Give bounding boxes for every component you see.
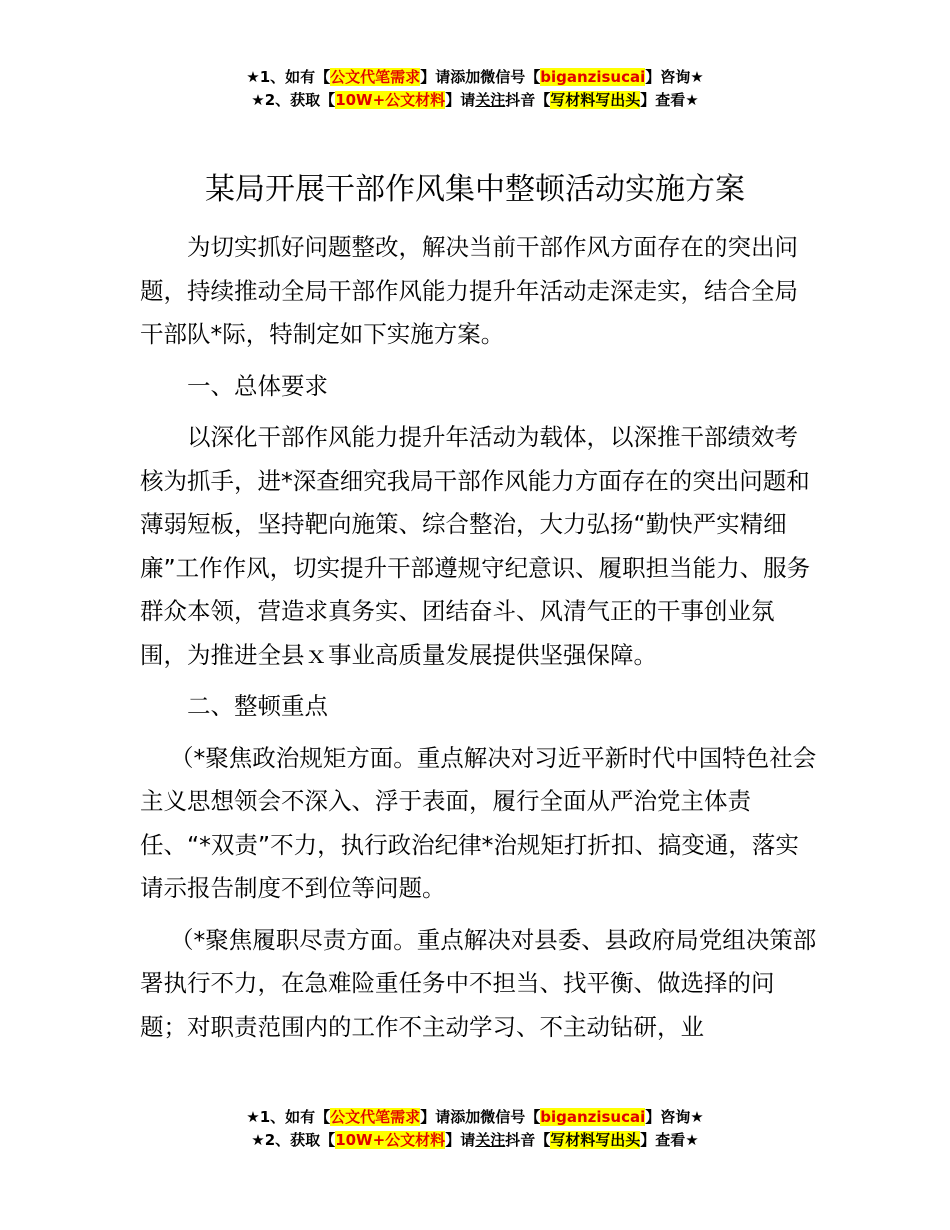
highlight-materials: 10W+公文材料 xyxy=(335,1131,446,1149)
banner-text: ★2、获取【 xyxy=(251,1131,336,1149)
banner-text: 】请 xyxy=(445,1131,476,1149)
footer-banner xyxy=(0,1106,950,1152)
banner-text: 】请添加微信号【 xyxy=(420,68,541,86)
banner-text: 抖音【 xyxy=(505,1131,551,1149)
banner-line-1 xyxy=(0,66,950,89)
highlight-service: 公文代笔需求 xyxy=(330,68,421,86)
banner-line-2 xyxy=(0,1129,950,1152)
banner-text: 】请 xyxy=(445,91,476,109)
banner-text: 】查看★ xyxy=(640,91,699,109)
highlight-wechat-id: biganzisucai xyxy=(540,68,646,86)
header-banner xyxy=(0,66,950,112)
banner-text: ★1、如有【 xyxy=(246,1108,331,1126)
document-body xyxy=(140,226,820,1057)
point-2-paragraph: （*聚焦履职尽责方面。重点解决对县委、县政府局党组决策部署执行不力，在急难险重任务中不担当、找平衡、做选择的问题；对职责范围内的工作不主动学习、不主动钻研，业 xyxy=(140,925,817,1041)
banner-line-2 xyxy=(0,89,950,112)
banner-text: ★1、如有【 xyxy=(246,68,331,86)
highlight-materials: 10W+公文材料 xyxy=(335,91,446,109)
banner-text: 】咨询★ xyxy=(645,68,704,86)
highlight-service: 公文代笔需求 xyxy=(330,1108,421,1126)
point-1-paragraph: （*聚焦政治规矩方面。重点解决对习近平新时代中国特色社会主义思想领会不深入、浮于表面，履行全面从严治党主体责任、“*双责”不力，执行政治纪律*治规矩打折扣、搞变通，落实请示报告制度不到位等问题。 xyxy=(140,743,817,902)
banner-text: 】请添加微信号【 xyxy=(420,1108,541,1126)
banner-text: 抖音【 xyxy=(505,91,551,109)
highlight-account: 写材料写出头 xyxy=(550,1131,641,1149)
underlined-follow: 关注 xyxy=(475,1131,506,1149)
banner-text: 】咨询★ xyxy=(645,1108,704,1126)
banner-text: 】查看★ xyxy=(640,1131,699,1149)
highlight-wechat-id: biganzisucai xyxy=(540,1108,646,1126)
intro-paragraph: 为切实抓好问题整改，解决当前干部作风方面存在的突出问题，持续推动全局干部作风能力提升年活动走深走实，结合全局干部队*际，特制定如下实施方案。 xyxy=(140,233,798,348)
document-title: 某局开展干部作风集中整顿活动实施方案 xyxy=(205,172,745,207)
highlight-account: 写材料写出头 xyxy=(550,91,641,109)
section-1-paragraph: 以深化干部作风能力提升年活动为载体，以深推干部绩效考核为抓手，进*深查细究我局干部作风能力方面存在的突出问题和薄弱短板，坚持靶向施策、综合整治，大力弘扬“勤快严实精细廉”工作作风，切实提升干部遵规守纪意识、履职担当能力、服务群众本领，营造求真务实、团结奋斗、风清气正的干事创业氛围，为推进全县ｘ事业高质量发展提供坚强保障。 xyxy=(140,423,811,669)
section-heading-1: 一、总体要求 xyxy=(187,371,328,400)
banner-line-1 xyxy=(0,1106,950,1129)
section-heading-2: 二、整顿重点 xyxy=(187,692,328,720)
underlined-follow: 关注 xyxy=(475,91,506,109)
banner-text: ★2、获取【 xyxy=(251,91,336,109)
